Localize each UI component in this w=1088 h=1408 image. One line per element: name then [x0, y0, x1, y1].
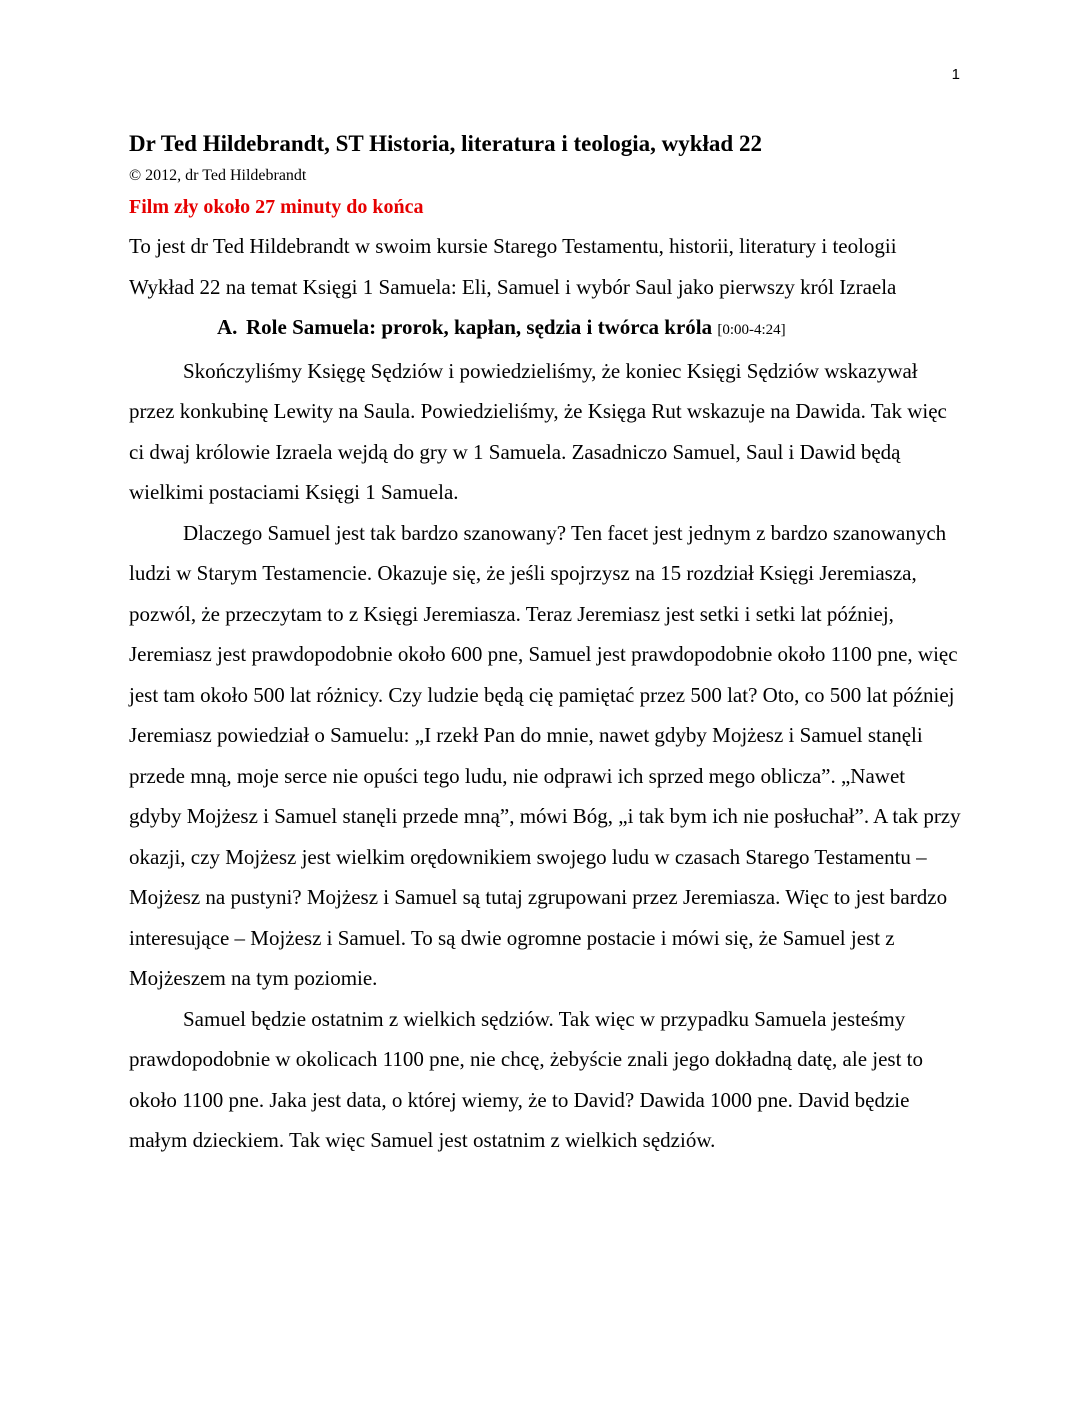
- document-title: Dr Ted Hildebrandt, ST Historia, literatura i teologia, wykład 22: [129, 131, 762, 156]
- body-paragraph: Dlaczego Samuel jest tak bardzo szanowany? Ten facet jest jednym z bardzo szanowanych ludzi w Starym Testamencie. Okazuje się, że jeśli spojrzysz na 15 rozdział Księgi Jeremiasza, pozwól, że przeczytam to z Księgi Jeremiasza. Teraz Jeremiasz jest setki i setki lat później, Jeremiasz jest prawdopodobnie około 600 pne, Samuel jest prawdopodobnie około 1100 pne, więc jest tam około 500 lat różnicy. Czy ludzie będą cię pamiętać przez 500 lat? Oto, co 500 lat później Jeremiasz powiedział o Samuelu: „I rzekł Pan do mnie, nawet gdyby Mojżesz i Samuel stanęli przede mną, moje serce nie opuści tego ludu, nie odprawi ich sprzed mego oblicza”. „Nawet gdyby Mojżesz i Samuel stanęli przede mną”, mówi Bóg, „i tak bym ich nie posłuchał”. A tak przy okazji, czy Mojżesz jest wielkim orędownikiem swojego ludu w czasach Starego Testamentu – Mojżesz na pustyni? Mojżesz i Samuel są tutaj zgrupowani przez Jeremiasza. Więc to jest bardzo interesujące – Mojżesz i Samuel. To są dwie ogromne postacie i mówi się, że Samuel jest z Mojżeszem na tym poziomie.: [129, 520, 961, 990]
- body-paragraph: Skończyliśmy Księgę Sędziów i powiedzieliśmy, że koniec Księgi Sędziów wskazywał przez konkubinę Lewity na Saula. Powiedzieliśmy, że Księga Rut wskazuje na Dawida. Tak więc ci dwaj królowie Izraela wejdą do gry w 1 Samuela. Zasadniczo Samuel, Saul i Dawid będą wielkimi postaciami Księgi 1 Samuela.: [129, 358, 947, 504]
- page-number: 1: [951, 66, 960, 83]
- intro-paragraph: To jest dr Ted Hildebrandt w swoim kursie Starego Testamentu, historii, literatury i teologii Wykład 22 na temat Księgi 1 Samuela: Eli, Samuel i wybór Saul jako pierwszy król Izraela: [129, 234, 897, 299]
- video-note: Film zły około 27 minuty do końca: [129, 196, 424, 218]
- section-marker: A.: [217, 315, 238, 339]
- section-heading-text: Role Samuela: prorok, kapłan, sędzia i twórca króla: [246, 315, 713, 339]
- body-paragraph: Samuel będzie ostatnim z wielkich sędziów. Tak więc w przypadku Samuela jesteśmy prawdopodobnie w okolicach 1100 pne, nie chcę, żebyście znali jego dokładną datę, ale jest to około 1100 pne. Jaka jest data, o której wiemy, że to David? Dawida 1000 pne. David będzie małym dzieckiem. Tak więc Samuel jest ostatnim z wielkich sędziów.: [129, 1006, 924, 1152]
- copyright-line: © 2012, dr Ted Hildebrandt: [129, 167, 307, 184]
- section-timestamp: [0:00-4:24]: [717, 322, 786, 338]
- document-body: [129, 128, 961, 1161]
- section-heading: [129, 307, 961, 351]
